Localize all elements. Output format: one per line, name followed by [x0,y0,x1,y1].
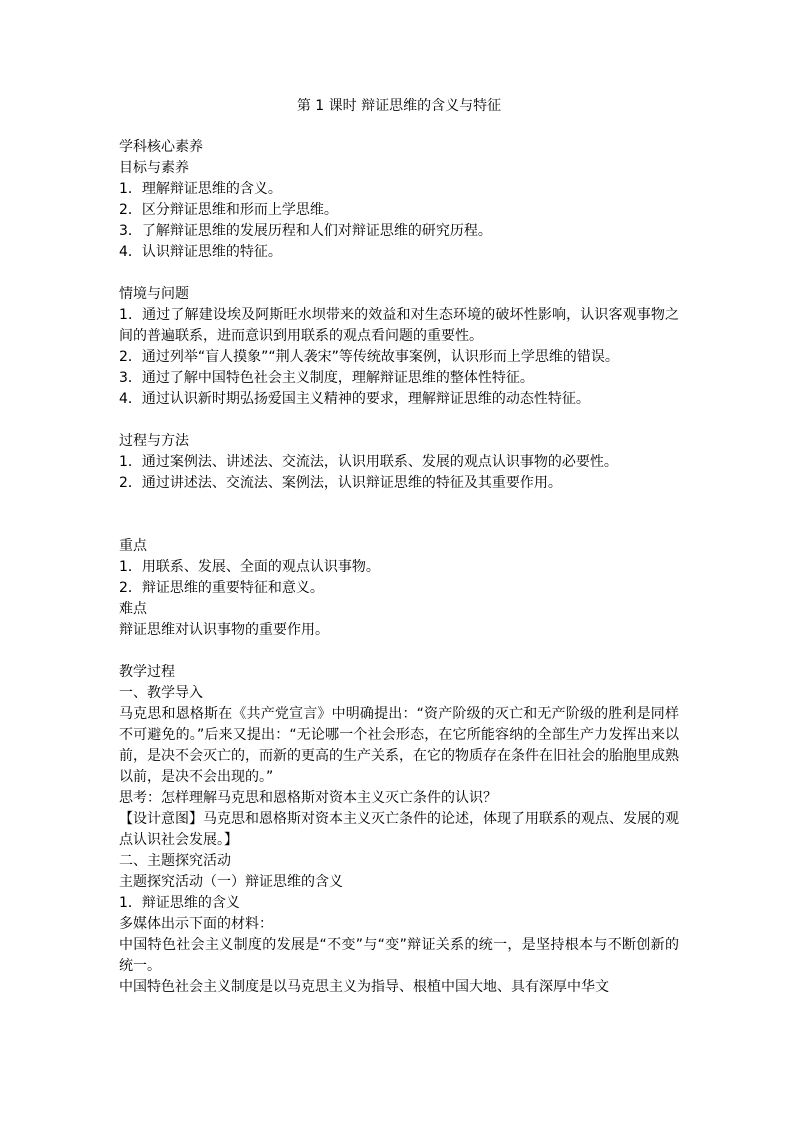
goal-item: 1．理解辩证思维的含义。 [119,181,282,197]
activity-heading: 主题探究活动（一）辩证思维的含义 [119,874,343,890]
key-point-item: 2．辩证思维的重要特征和意义。 [119,580,324,596]
context-item: 2．通过列举“盲人摸象”“荆人袭宋”等传统故事案例，认识形而上学思维的错误。 [119,349,619,365]
document-body [119,137,679,998]
context-item: 3．通过了解中国特色社会主义制度，理解辩证思维的整体性特征。 [119,370,534,386]
process-heading: 过程与方法 [119,433,189,449]
material-paragraph: 中国特色社会主义制度的发展是“不变”与“变”辩证关系的统一，是坚持根本与不断创新的统一。 [119,937,679,974]
context-item: 4．通过认识新时期弘扬爱国主义精神的要求，理解辩证思维的动态性特征。 [119,391,590,407]
material-intro: 多媒体出示下面的材料： [119,916,273,932]
sub-heading: 1．辩证思维的含义 [119,895,240,911]
goal-item: 3．了解辩证思维的发展历程和人们对辩证思维的研究历程。 [119,223,492,239]
think-question: 思考：怎样理解马克思和恩格斯对资本主义灭亡条件的认识？ [119,790,497,806]
process-item: 1．通过案例法、讲述法、交流法，认识用联系、发展的观点认识事物的必要性。 [119,454,618,470]
context-item: 1．通过了解建设埃及阿斯旺水坝带来的效益和对生态环境的破坏性影响，认识客观事物之间的普遍联系，进而意识到用联系的观点看问题的重要性。 [119,307,679,344]
goal-item: 2．区分辩证思维和形而上学思维。 [119,202,338,218]
key-point-item: 1．用联系、发展、全面的观点认识事物。 [119,559,380,575]
process-item: 2．通过讲述法、交流法、案例法，认识辩证思维的特征及其重要作用。 [119,475,562,491]
lesson-title: 第 1 课时 辩证思维的含义与特征 [296,98,502,114]
intro-heading: 一、教学导入 [119,685,203,701]
context-heading: 情境与问题 [119,286,189,302]
key-points-heading: 重点 [119,538,147,554]
intro-text: 马克思和恩格斯在《共产党宣言》中明确提出：“资产阶级的灭亡和无产阶级的胜利是同样不可避免的。”后来又提出：“无论哪一个社会形态，在它所能容纳的全部生产力发挥出来以前，是决不会灭亡的，而新的更高的生产关系，在它的物质存在条件在旧社会的胎胞里成熟以前，是决不会出现的。” [119,706,679,785]
core-literacy-heading: 学科核心素养 [119,139,203,155]
goal-item: 4．认识辩证思维的特征。 [119,244,282,260]
design-intent: 【设计意图】马克思和恩格斯对资本主义灭亡条件的论述，体现了用联系的观点、发展的观点认识社会发展。】 [119,811,679,848]
material-paragraph: 中国特色社会主义制度是以马克思主义为指导、根植中国大地、具有深厚中华文 [119,979,609,995]
difficulty-text: 辩证思维对认识事物的重要作用。 [119,622,329,638]
difficulty-heading: 难点 [119,601,147,617]
goals-heading: 目标与素养 [119,160,189,176]
topic-heading: 二、主题探究活动 [119,853,231,869]
teaching-heading: 教学过程 [119,664,175,680]
